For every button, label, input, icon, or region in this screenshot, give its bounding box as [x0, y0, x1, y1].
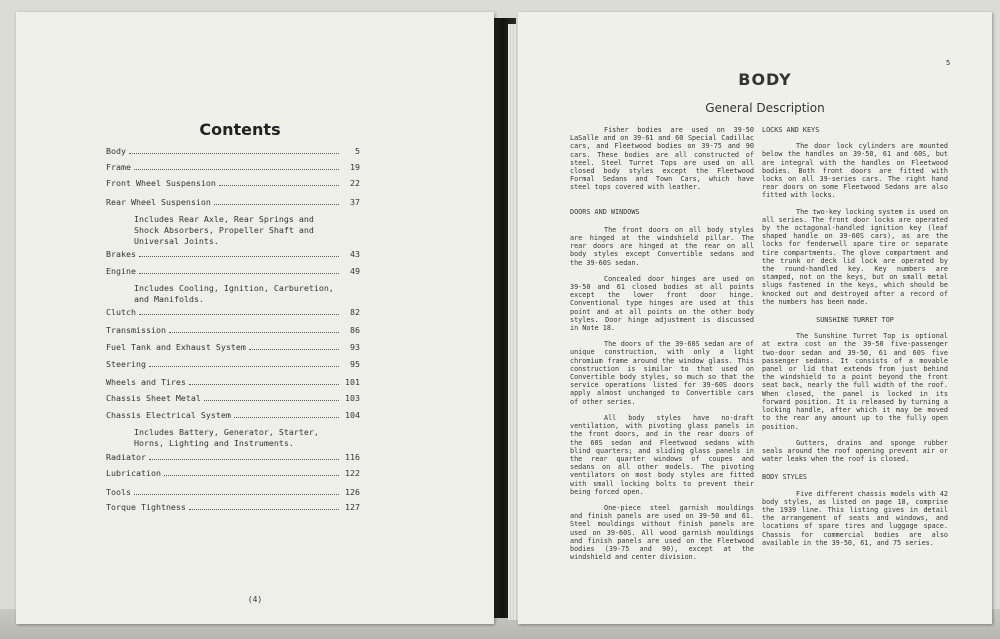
toc-entry-engine[interactable]: Engine 49 — [106, 266, 360, 276]
toc-entry-brakes[interactable]: Brakes 43 — [106, 249, 360, 259]
page-footer-number: (4) — [247, 595, 263, 604]
toc-entry-frame[interactable]: Frame 19 — [106, 162, 360, 172]
right-text-column — [762, 126, 948, 547]
toc-entry-lubrication[interactable]: Lubrication 122 — [106, 468, 360, 478]
toc-entry-clutch[interactable]: Clutch 82 — [106, 307, 360, 317]
turret-paragraph-1: The Sunshine Turret Top is optional at extra cost on the 39-50 five-passenger two-door sedan and 39-50, 61 and 60S five passenger sedans. It consists of a movable panel or lid that extends from just behind the windshield to a point beyond the front seat back, nearly the full width of the roof. When closed, the panel is locked in its forward position. It is released by turning a locking handle, after which it may be moved to the rear any amount up to the fully open position. — [762, 332, 948, 431]
toc-entry-chassis-sheet-metal[interactable]: Chassis Sheet Metal 103 — [106, 393, 360, 403]
styles-paragraph-1: Five different chassis models with 42 body styles, as listed on page 18, comprise the 1939 line. This listing gives in detail the arrangement of seats and windows, and locations of spare tires and luggage space. Chassis for commercial bodies are also available in the 39-50, 61, and 75 series. — [762, 489, 948, 547]
page-title: BODY — [738, 70, 792, 89]
toc-entry-tools[interactable]: Tools 126 — [106, 487, 360, 497]
doors-heading: DOORS AND WINDOWS — [570, 207, 640, 216]
page-number: 5 — [946, 59, 951, 67]
doors-paragraph-1: The front doors on all body styles are hinged at the windshield pillar. The rear doors are hinged at the rear on all body styles except Convertible sedans and the 39-60S sedan. — [570, 225, 754, 267]
toc-note-rear-wheel: Includes Rear Axle, Rear Springs and Shock Absorbers, Propeller Shaft and Universal Joints. — [134, 214, 314, 246]
toc-entry-transmission[interactable]: Transmission 86 — [106, 325, 360, 335]
intro-paragraph: Fisher bodies are used on 39-50 LaSalle and on 39-61 and 60 Special Cadillac cars, and Fleetwood bodies on 39-75 and 90 cars. These bodies are all constructed of steel. Steel Turret Tops are used on all closed body styles except the Fleetwood Formal Sedans and Town Cars, which have steel tops covered with leather. — [570, 126, 754, 192]
doors-paragraph-4: All body styles have no-draft ventilation, with pivoting glass panels in the front doors, and in the rear doors of the 60S sedan and Fleetwood sedans with blind quarters; and sliding glass panels in the rear quarter windows of coupes and sedans on all other models. The pivoting ventilators on most body styles are fitted with small locking bolts to prevent their being forced open. — [570, 413, 754, 496]
turret-paragraph-2: Gutters, drains and sponge rubber seals around the roof opening prevent air or water leaks when the roof is closed. — [762, 438, 948, 464]
contents-page — [16, 12, 494, 624]
doors-paragraph-5: One-piece steel garnish mouldings and finish panels are used on 39-50 and 61. Steel mouldings without finish panels are used on 39-60S. All wood garnish mouldings and finish panels are used on the Fleetwood bodies (39-75 and 90), except at the windshield and center division. — [570, 503, 754, 562]
section-subtitle: General Description — [705, 101, 825, 115]
contents-title: Contents — [199, 120, 281, 139]
doors-paragraph-2: Concealed door hinges are used on 39-50 and 61 closed bodies at all points except the lower front door hinge. Conventional type hinges are used at this point and at all points on the other body styles. Door hinge adjustment is discussed in Note 18. — [570, 274, 754, 333]
toc-entry-body[interactable]: Body 5 — [106, 146, 360, 156]
toc-entry-front-wheel-suspension[interactable]: Front Wheel Suspension 22 — [106, 178, 360, 188]
toc-entry-chassis-electrical[interactable]: Chassis Electrical System 104 — [106, 410, 360, 420]
styles-heading: BODY STYLES — [762, 473, 808, 482]
toc-entry-wheels-and-tires[interactable]: Wheels and Tires 101 — [106, 377, 360, 387]
turret-heading: SUNSHINE TURRET TOP — [816, 316, 894, 325]
locks-heading: LOCKS AND KEYS — [762, 126, 820, 134]
toc-entry-rear-wheel-suspension[interactable]: Rear Wheel Suspension 37 — [106, 197, 360, 207]
toc-note-electrical: Includes Battery, Generator, Starter, Horns, Lighting and Instruments. — [134, 427, 319, 448]
toc-entry-torque-tightness[interactable]: Torque Tightness 127 — [106, 502, 360, 512]
doors-paragraph-3: The doors of the 39-60S sedan are of unique construction, with only a light chromium frame around the window glass. This construction is similar to that used on Convertible body styles, so much so that the service operations listed for 39-60S doors apply almost unchanged to Convertible cars of other series. — [570, 340, 754, 406]
left-text-column — [570, 126, 754, 561]
locks-paragraph-2: The two-key locking system is used on all series. The front door locks are operated by the octagonal-handled ignition key (leaf shaped handle on 39-60S cars), as are the locks for fenderwell spare tire or separate tire compartments. The glove compartment and the trunk or deck lid lock are operated by the round-handled key. Key numbers are stamped, not on the keys, but on small metal slugs fastened in the keys, which should be knocked out and destroyed after a record of the numbers has been made. — [762, 207, 948, 306]
toc-entry-radiator[interactable]: Radiator 116 — [106, 452, 360, 462]
toc-entry-fuel-tank[interactable]: Fuel Tank and Exhaust System 93 — [106, 342, 360, 352]
locks-paragraph-1: The door lock cylinders are mounted below the handles on 39-50, 61 and 60S, but are integral with the handles on Fleetwood bodies. Both front doors are fitted with locks on all 39-series cars. The right hand rear doors on some Fleetwood Sedans are also fitted with locks. — [762, 142, 948, 200]
toc-note-engine: Includes Cooling, Ignition, Carburetion, and Manifolds. — [134, 283, 334, 304]
toc-entry-steering[interactable]: Steering 95 — [106, 359, 360, 369]
